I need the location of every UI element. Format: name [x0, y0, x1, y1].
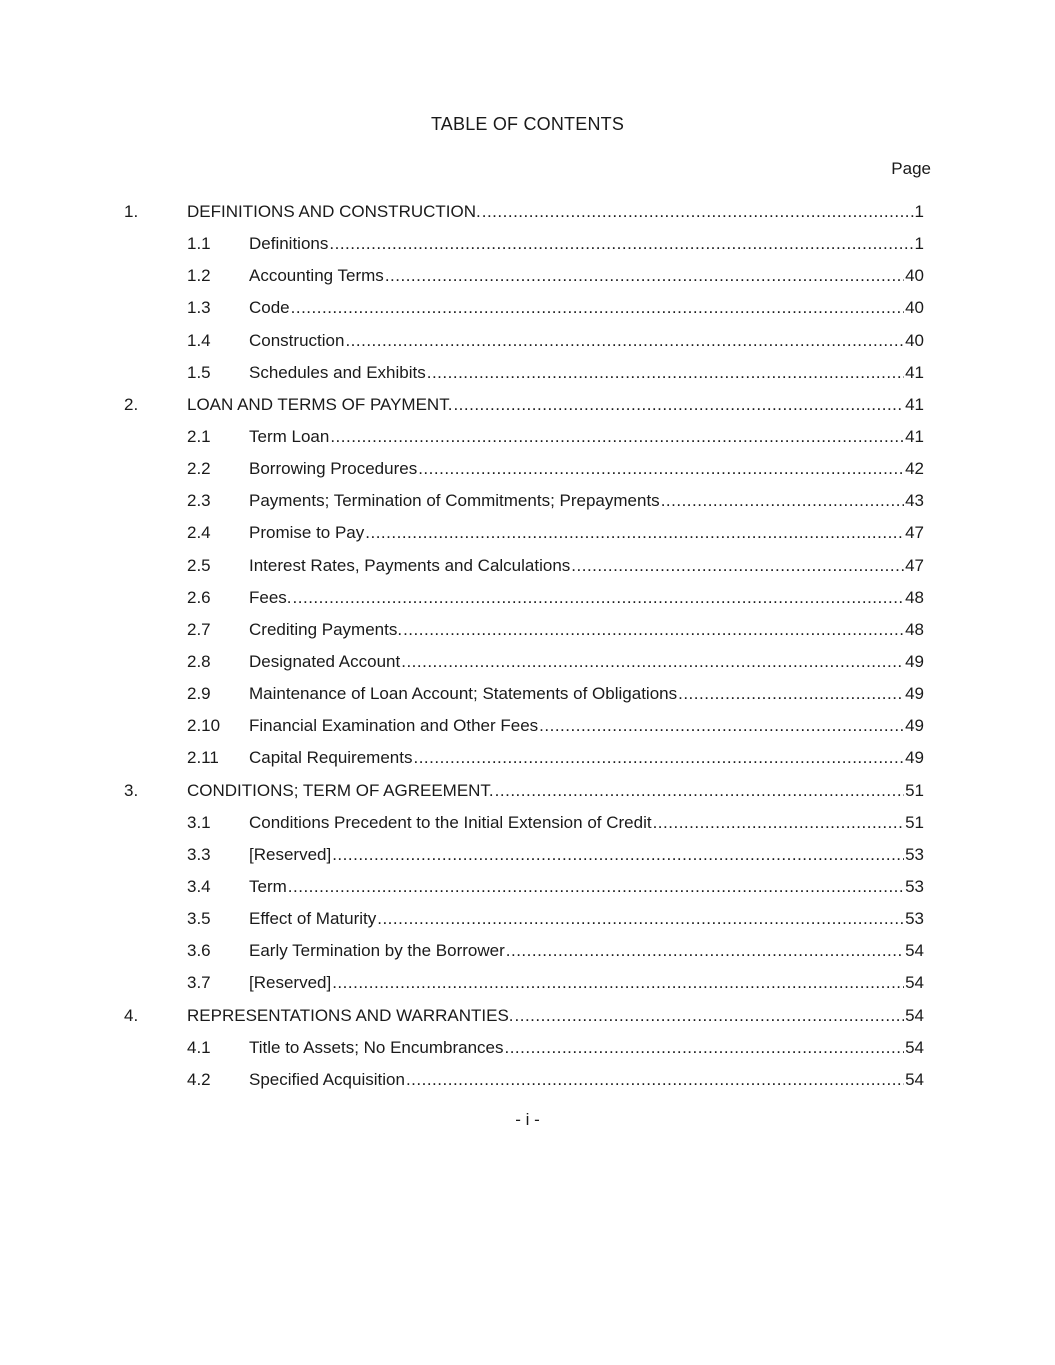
toc-entry-page-number: 54 [905, 1069, 924, 1089]
toc-entry-number: 4.2 [187, 1069, 211, 1089]
toc-entry-page-number: 53 [905, 909, 924, 929]
dot-leader [330, 427, 904, 447]
toc-entry-label: Term [249, 877, 287, 897]
toc-entry [249, 813, 924, 833]
toc-entry-label: Early Termination by the Borrower [249, 941, 505, 961]
toc-entry-page-number: 1 [914, 202, 924, 222]
toc-entry [249, 427, 924, 447]
toc-entry-label: [Reserved] [249, 973, 332, 993]
dot-leader [345, 331, 904, 351]
toc-subsection-row[interactable] [124, 967, 924, 999]
toc-entry-number: 2.1 [187, 427, 211, 447]
toc-entry-number: 1.1 [187, 234, 211, 254]
toc-entry-page-number: 40 [905, 266, 924, 286]
toc-entry-label: Capital Requirements [249, 748, 413, 768]
toc-entry-page-number: 42 [905, 459, 924, 479]
page-footer-number: - i - [515, 1110, 540, 1129]
toc-entry [249, 491, 924, 511]
toc-entry-page-number: 54 [905, 1037, 924, 1057]
toc-entry-label: Financial Examination and Other Fees [249, 716, 539, 736]
toc-subsection-row[interactable] [124, 807, 924, 839]
dot-leader [678, 684, 904, 704]
toc-entry-number: 2.4 [187, 523, 211, 543]
toc-subsection-row[interactable] [124, 517, 924, 549]
toc-entry-label: Construction [249, 330, 345, 350]
dot-leader [377, 909, 904, 929]
toc-entry-label: Accounting Terms [249, 266, 384, 286]
dot-leader [539, 716, 904, 736]
toc-entry-page-number: 47 [905, 555, 924, 575]
toc-entry-number: 2.8 [187, 652, 211, 672]
toc-entry [187, 395, 924, 415]
dot-leader [515, 1006, 905, 1026]
dot-leader [418, 459, 904, 479]
dot-leader [427, 363, 904, 383]
toc-entry-label: Promise to Pay [249, 523, 365, 543]
toc-entry [249, 652, 924, 672]
toc-subsection-row[interactable] [124, 1064, 924, 1096]
dot-leader [329, 234, 913, 254]
toc-entry-page-number: 53 [905, 844, 924, 864]
toc-subsection-row[interactable] [124, 325, 924, 357]
toc-subsection-row[interactable] [124, 421, 924, 453]
dot-leader [291, 298, 904, 318]
toc-entry-page-number: 41 [905, 394, 924, 414]
toc-entry-page-number: 47 [905, 523, 924, 543]
toc-entry-page-number: 51 [905, 780, 924, 800]
toc-entry-page-number: 41 [905, 427, 924, 447]
toc-entry-number: 2.11 [187, 748, 219, 768]
toc-section-row[interactable] [124, 196, 924, 228]
toc-entry [187, 202, 924, 222]
toc-entry-label: Crediting Payments. [249, 619, 403, 639]
toc-entry-number: 3.1 [187, 812, 211, 832]
dot-leader [653, 813, 905, 833]
toc-entry-number: 2.3 [187, 491, 211, 511]
toc-entry-number: 1.4 [187, 330, 211, 350]
dot-leader [403, 620, 904, 640]
toc-entry [249, 973, 924, 993]
dot-leader [504, 1038, 904, 1058]
dot-leader [288, 877, 904, 897]
toc-entry-label: Fees. [249, 587, 292, 607]
toc-subsection-row[interactable] [124, 678, 924, 710]
toc-subsection-row[interactable] [124, 550, 924, 582]
toc-entry-label: Title to Assets; No Encumbrances [249, 1037, 504, 1057]
dot-leader [406, 1070, 904, 1090]
toc-entry-number: 2.2 [187, 459, 211, 479]
dot-leader [413, 748, 904, 768]
toc-entry-number: 2.10 [187, 716, 221, 736]
toc-entry-number: 3.4 [187, 877, 211, 897]
dot-leader [571, 556, 904, 576]
toc-entry-number: 2. [124, 394, 139, 414]
toc-entry-page-number: 54 [905, 973, 924, 993]
toc-entry-page-number: 54 [905, 941, 924, 961]
toc-entry [249, 1038, 924, 1058]
toc-entry-label: Code [249, 298, 290, 318]
dot-leader [401, 652, 904, 672]
toc-entry [249, 588, 924, 608]
toc-subsection-row[interactable] [124, 228, 924, 260]
toc-subsection-row[interactable] [124, 903, 924, 935]
toc-subsection-row[interactable] [124, 1032, 924, 1064]
toc-subsection-row[interactable] [124, 614, 924, 646]
toc-entry [249, 941, 924, 961]
dot-leader [506, 941, 904, 961]
toc-entry-number: 1. [124, 202, 139, 222]
toc-entry-number: 4. [124, 1005, 139, 1025]
toc-subsection-row[interactable] [124, 485, 924, 517]
toc-title: TABLE OF CONTENTS [430, 114, 625, 134]
toc-subsection-row[interactable] [124, 582, 924, 614]
toc-entry-page-number: 49 [905, 716, 924, 736]
toc-entry-number: 4.1 [187, 1037, 211, 1057]
page-column-header: Page [891, 159, 931, 178]
toc-entry [249, 1070, 924, 1090]
toc-entry [249, 459, 924, 479]
toc-entry [249, 620, 924, 640]
toc-entry-label: Payments; Termination of Commitments; Prepayments [249, 491, 660, 511]
toc-entry-number: 2.5 [187, 555, 211, 575]
toc-subsection-row[interactable] [124, 871, 924, 903]
toc-list [124, 196, 924, 1096]
dot-leader [385, 266, 904, 286]
toc-entry-number: 3.5 [187, 909, 211, 929]
toc-entry [249, 331, 924, 351]
toc-subsection-row[interactable] [124, 292, 924, 324]
dot-leader [661, 491, 904, 511]
toc-section-row[interactable] [124, 775, 924, 807]
toc-entry-label: REPRESENTATIONS AND WARRANTIES. [187, 1005, 514, 1025]
toc-entry [249, 748, 924, 768]
dot-leader [495, 781, 904, 801]
toc-entry [249, 234, 924, 254]
toc-entry-number: 2.6 [187, 587, 211, 607]
toc-entry-label: Conditions Precedent to the Initial Extension of Credit [249, 812, 652, 832]
toc-entry [249, 716, 924, 736]
toc-entry-label: Maintenance of Loan Account; Statements of Obligations [249, 684, 678, 704]
toc-entry-number: 2.9 [187, 684, 211, 704]
dot-leader [332, 845, 904, 865]
toc-entry-label: Schedules and Exhibits [249, 362, 426, 382]
toc-entry-page-number: 40 [905, 298, 924, 318]
toc-entry-page-number: 1 [914, 234, 924, 254]
toc-entry-page-number: 48 [905, 587, 924, 607]
toc-entry [249, 523, 924, 543]
toc-entry-number: 3.7 [187, 973, 211, 993]
toc-entry-number: 1.2 [187, 266, 211, 286]
toc-subsection-row[interactable] [124, 646, 924, 678]
toc-entry [249, 845, 924, 865]
dot-leader [365, 523, 904, 543]
toc-entry-label: Specified Acquisition [249, 1069, 405, 1089]
toc-subsection-row[interactable] [124, 742, 924, 774]
toc-entry-label: Designated Account [249, 652, 401, 672]
toc-entry [249, 877, 924, 897]
toc-entry [187, 781, 924, 801]
toc-section-row[interactable] [124, 389, 924, 421]
toc-entry-page-number: 48 [905, 619, 924, 639]
toc-entry-page-number: 40 [905, 330, 924, 350]
toc-entry-number: 3.6 [187, 941, 211, 961]
toc-subsection-row[interactable] [124, 453, 924, 485]
toc-entry [249, 298, 924, 318]
toc-entry-page-number: 53 [905, 877, 924, 897]
toc-entry-label: Definitions [249, 234, 329, 254]
toc-entry-number: 3. [124, 780, 139, 800]
toc-entry [249, 909, 924, 929]
dot-leader [293, 588, 905, 608]
toc-entry-label: Term Loan [249, 427, 330, 447]
toc-entry-label: Interest Rates, Payments and Calculations [249, 555, 571, 575]
toc-entry-page-number: 41 [905, 362, 924, 382]
toc-subsection-row[interactable] [124, 260, 924, 292]
toc-entry [249, 266, 924, 286]
toc-entry-page-number: 49 [905, 652, 924, 672]
toc-subsection-row[interactable] [124, 357, 924, 389]
toc-entry [249, 363, 924, 383]
toc-entry-number: 3.3 [187, 844, 211, 864]
toc-entry-page-number: 49 [905, 684, 924, 704]
toc-entry-label: DEFINITIONS AND CONSTRUCTION. [187, 202, 481, 222]
dot-leader [332, 973, 904, 993]
toc-subsection-row[interactable] [124, 839, 924, 871]
toc-entry [249, 684, 924, 704]
toc-entry-number: 2.7 [187, 619, 211, 639]
toc-entry-label: Effect of Maturity [249, 909, 377, 929]
toc-entry-page-number: 51 [905, 812, 924, 832]
toc-entry [187, 1006, 924, 1026]
toc-entry-page-number: 49 [905, 748, 924, 768]
dot-leader [453, 395, 904, 415]
toc-subsection-row[interactable] [124, 935, 924, 967]
toc-subsection-row[interactable] [124, 710, 924, 742]
toc-entry [249, 556, 924, 576]
toc-entry-number: 1.5 [187, 362, 211, 382]
toc-entry-label: Borrowing Procedures [249, 459, 418, 479]
dot-leader [482, 202, 914, 222]
toc-entry-label: [Reserved] [249, 844, 332, 864]
toc-entry-label: CONDITIONS; TERM OF AGREEMENT. [187, 780, 494, 800]
toc-entry-page-number: 43 [905, 491, 924, 511]
toc-entry-label: LOAN AND TERMS OF PAYMENT. [187, 394, 453, 414]
toc-section-row[interactable] [124, 1000, 924, 1032]
toc-entry-page-number: 54 [905, 1005, 924, 1025]
toc-entry-number: 1.3 [187, 298, 211, 318]
